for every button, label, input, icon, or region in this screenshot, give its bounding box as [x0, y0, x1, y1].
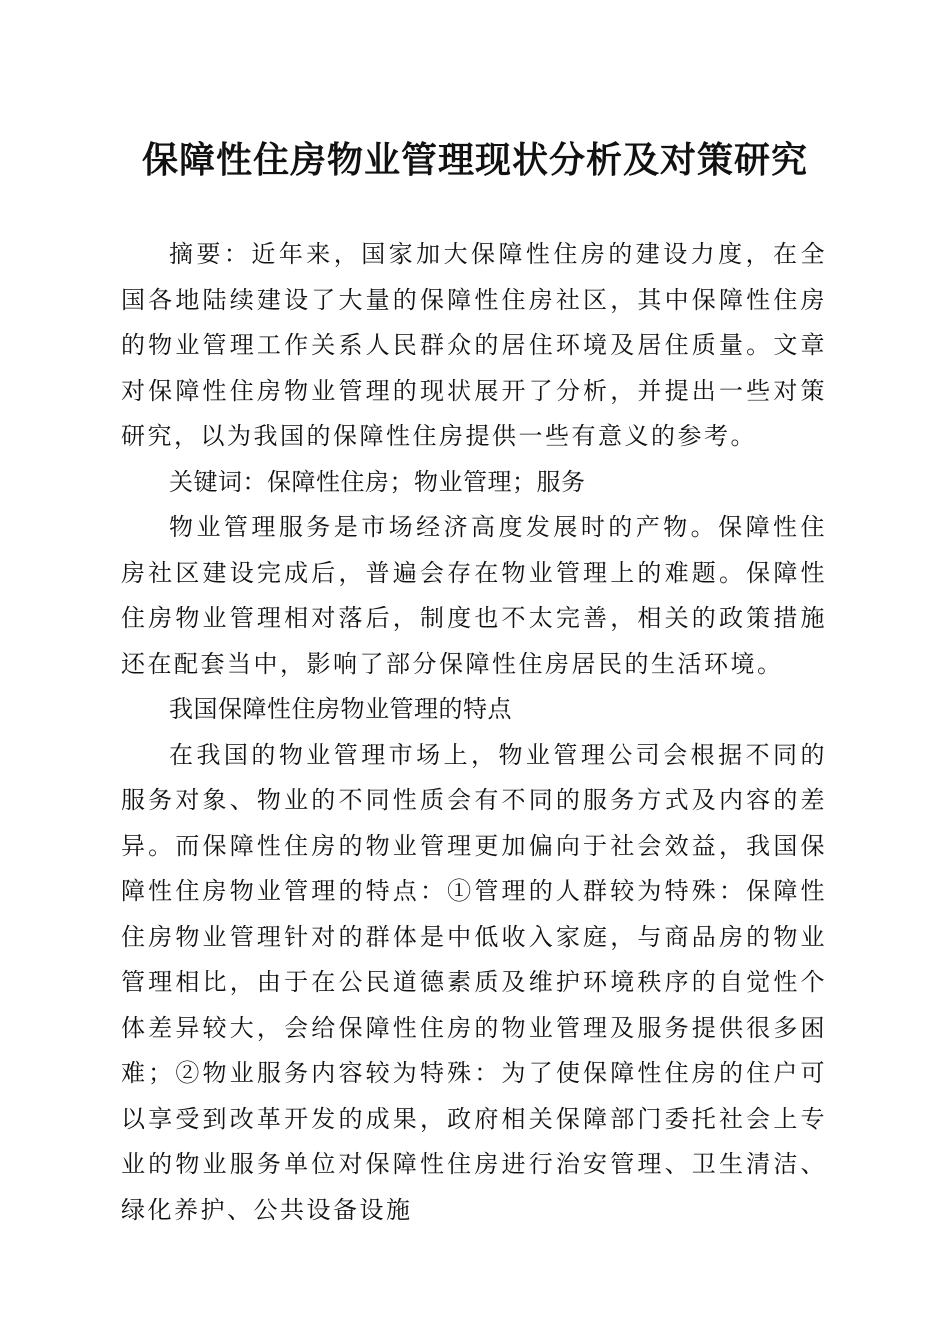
intro-paragraph: 物业管理服务是市场经济高度发展时的产物。保障性住房社区建设完成后，普遍会存在物业管理上的难题。保障性住房物业管理相对落后，制度也不太完善，相关的政策措施还在配套当中，影响了部分保障性住房居民的生活环境。	[121, 513, 827, 678]
features-paragraph: 在我国的物业管理市场上，物业管理公司会根据不同的服务对象、物业的不同性质会有不同的服务方式及内容的差异。而保障性住房的物业管理更加偏向于社会效益，我国保障性住房物业管理的特点：①管理的人群较为特殊：保障性住房物业管理针对的群体是中低收入家庭，与商品房的物业管理相比，由于在公民道德素质及维护环境秩序的自觉性个体差异较大，会给保障性住房的物业管理及服务提供很多困难；②物业服务内容较为特殊：为了使保障性住房的住户可以享受到改革开发的成果，政府相关保障部门委托社会上专业的物业服务单位对保障性住房进行治安管理、卫生清洁、绿化养护、公共设备设施	[121, 740, 827, 1224]
section-heading: 我国保障性住房物业管理的特点	[169, 695, 512, 723]
keywords-line: 关键词：保障性住房；物业管理；服务	[169, 467, 586, 496]
document-title: 保障性住房物业管理现状分析及对策研究	[141, 139, 808, 181]
document-body	[121, 232, 827, 1233]
abstract-paragraph: 摘要：近年来，国家加大保障性住房的建设力度，在全国各地陆续建设了大量的保障性住房社区，其中保障性住房的物业管理工作关系人民群众的居住环境及居住质量。文章对保障性住房物业管理的现状展开了分析，并提出一些对策研究，以为我国的保障性住房提供一些有意义的参考。	[121, 240, 827, 450]
